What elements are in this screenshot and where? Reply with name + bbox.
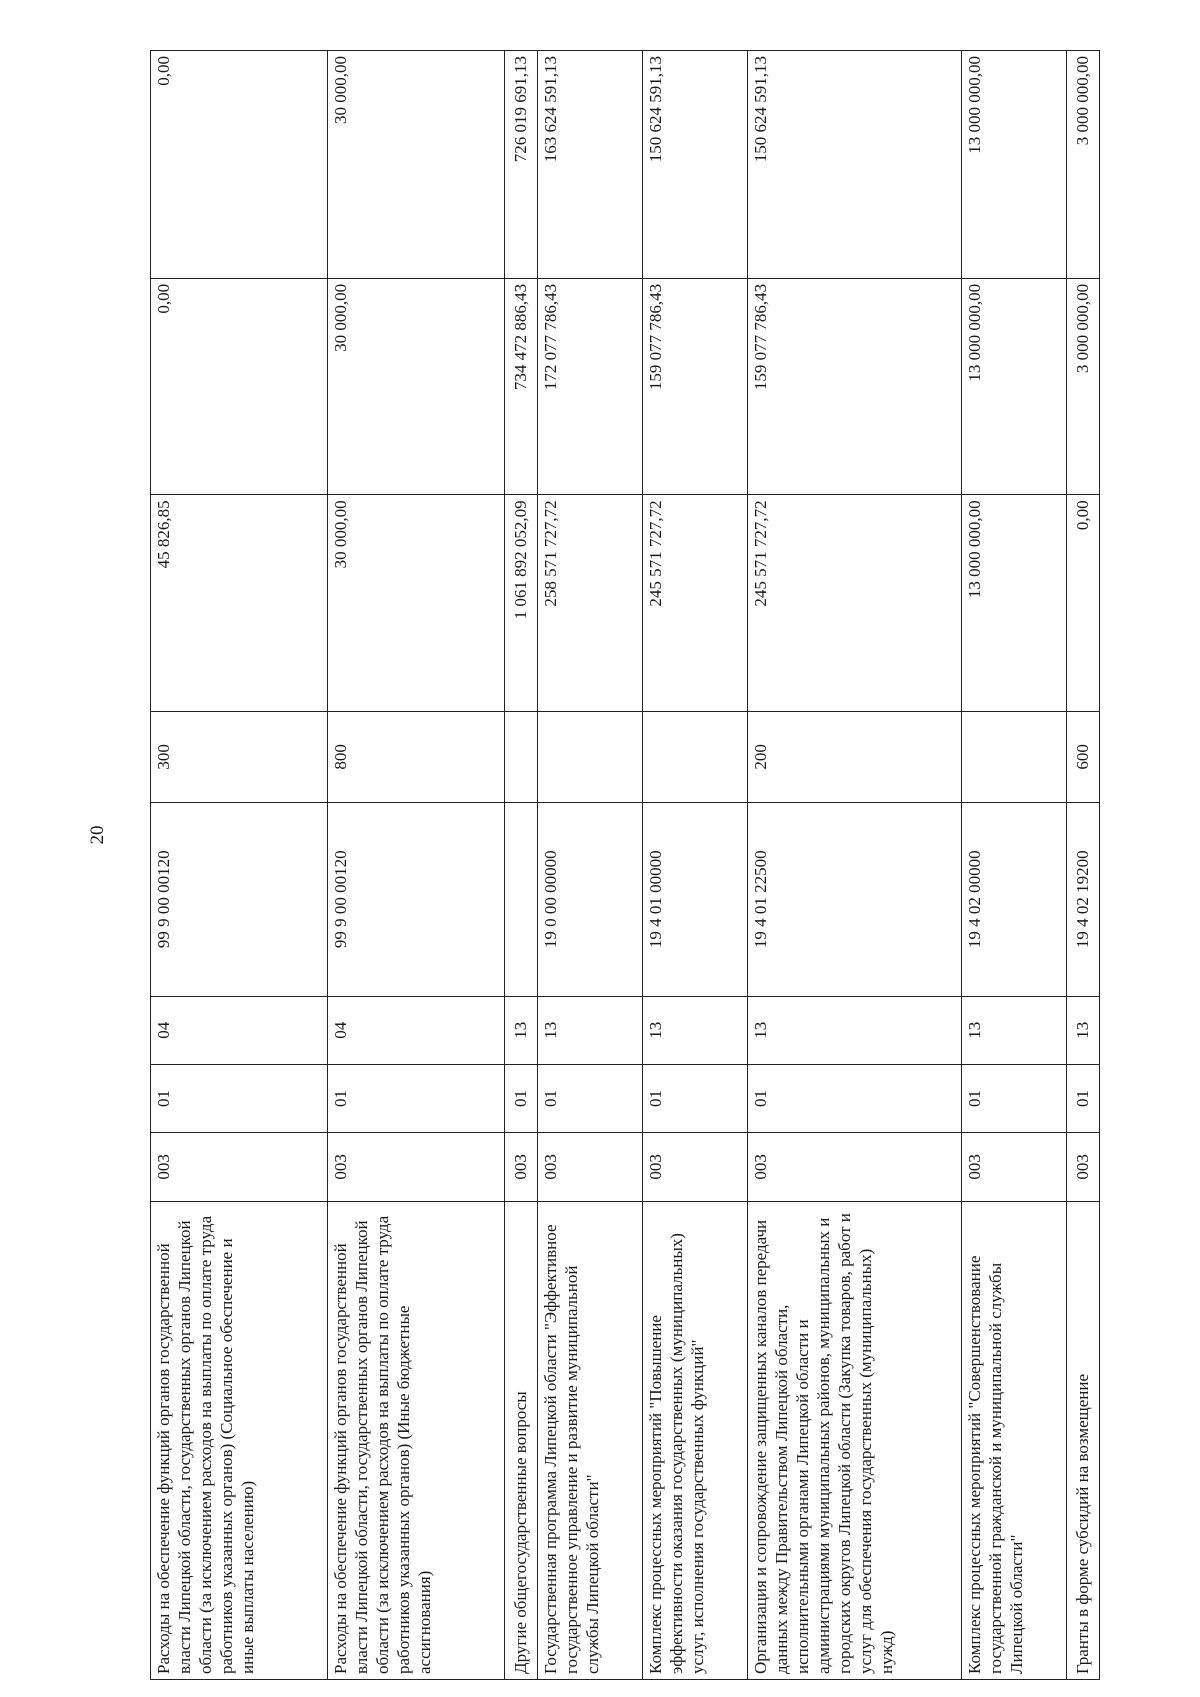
cell-amount-3: 150 624 591,13 [747,51,961,279]
cell-cs: 19 4 01 00000 [642,802,747,996]
table-row [962,51,1067,1680]
cell-amount-1: 45 826,85 [151,495,328,711]
cell-cs: 99 9 00 00120 [151,802,328,996]
cell-amount-1: 13 000 000,00 [962,495,1067,711]
cell-pr: 13 [505,996,538,1064]
cell-pr: 13 [538,996,643,1064]
cell-vr [962,711,1067,802]
cell-amount-2: 734 472 886,43 [505,278,538,494]
cell-rz: 01 [962,1064,1067,1132]
cell-amount-1: 0,00 [1067,495,1100,711]
cell-amount-1: 258 571 727,72 [538,495,643,711]
cell-vr: 600 [1067,711,1100,802]
cell-amount-1: 30 000,00 [328,495,505,711]
cell-vr: 300 [151,711,328,802]
cell-amount-2: 13 000 000,00 [962,278,1067,494]
cell-pr: 13 [962,996,1067,1064]
cell-amount-3: 150 624 591,13 [642,51,747,279]
cell-amount-3: 163 624 591,13 [538,51,643,279]
cell-gr: 003 [151,1133,328,1201]
cell-amount-3: 0,00 [151,51,328,279]
cell-cs: 19 0 00 00000 [538,802,643,996]
row-description: Расходы на обеспечение функций органов государственной власти Липецкой области, государственных органов Липецкой области (за исключением расходов на выплаты по оплате труда работников указанных органов) (Социальное обеспечение и иные выплаты населению) [151,1201,328,1679]
cell-amount-2: 159 077 786,43 [747,278,961,494]
cell-amount-3: 30 000,00 [328,51,505,279]
cell-amount-2: 30 000,00 [328,278,505,494]
cell-amount-1: 1 061 892 052,09 [505,495,538,711]
cell-cs: 19 4 02 00000 [962,802,1067,996]
cell-gr: 003 [538,1133,643,1201]
cell-gr: 003 [1067,1133,1100,1201]
row-description: Комплекс процессных мероприятий "Совершенствование государственной гражданской и муниципальной службы Липецкой области" [962,1201,1067,1679]
cell-gr: 003 [962,1133,1067,1201]
table-row [328,51,505,1680]
cell-amount-3: 726 019 691,13 [505,51,538,279]
cell-amount-3: 3 000 000,00 [1067,51,1100,279]
cell-amount-2: 159 077 786,43 [642,278,747,494]
row-description: Государственная программа Липецкой области "Эффективное государственное управление и развитие муниципальной службы Липецкой области" [538,1201,643,1679]
cell-cs: 19 4 02 19200 [1067,802,1100,996]
cell-rz: 01 [505,1064,538,1132]
table-row [538,51,643,1680]
cell-rz: 01 [328,1064,505,1132]
table-row [1067,51,1100,1680]
page-number: 20 [87,825,108,845]
rotated-page-content [150,50,1100,1680]
cell-gr: 003 [747,1133,961,1201]
row-description: Другие общегосударственные вопросы [505,1201,538,1679]
table-wrapper [150,50,1100,1680]
cell-pr: 13 [747,996,961,1064]
cell-rz: 01 [1067,1064,1100,1132]
cell-amount-3: 13 000 000,00 [962,51,1067,279]
cell-pr: 04 [151,996,328,1064]
table-row [505,51,538,1680]
cell-rz: 01 [642,1064,747,1132]
cell-cs: 99 9 00 00120 [328,802,505,996]
table-row [642,51,747,1680]
cell-vr: 800 [328,711,505,802]
cell-pr: 04 [328,996,505,1064]
cell-cs: 19 4 01 22500 [747,802,961,996]
cell-gr: 003 [505,1133,538,1201]
row-description: Расходы на обеспечение функций органов государственной власти Липецкой области, государственных органов Липецкой области (за исключением расходов на выплаты по оплате труда работников указанных органов) (Иные бюджетные ассигнования) [328,1201,505,1679]
cell-amount-2: 0,00 [151,278,328,494]
cell-pr: 13 [642,996,747,1064]
cell-amount-2: 3 000 000,00 [1067,278,1100,494]
cell-amount-1: 245 571 727,72 [747,495,961,711]
cell-gr: 003 [642,1133,747,1201]
cell-rz: 01 [747,1064,961,1132]
cell-pr: 13 [1067,996,1100,1064]
cell-vr [642,711,747,802]
cell-vr [505,711,538,802]
budget-table [150,50,1100,1680]
row-description: Организация и сопровождение защищенных каналов передачи данных между Правительством Липецкой области, исполнительными органами Липецкой области и администрациями муниципальных районов, муниципальных и городских округов Липецкой области (Закупка товаров, работ и услуг для обеспечения государственных (муниципальных) нужд) [747,1201,961,1679]
cell-rz: 01 [538,1064,643,1132]
table-row [747,51,961,1680]
cell-vr: 200 [747,711,961,802]
table-row [151,51,328,1680]
cell-cs [505,802,538,996]
cell-amount-1: 245 571 727,72 [642,495,747,711]
cell-gr: 003 [328,1133,505,1201]
cell-rz: 01 [151,1064,328,1132]
cell-vr [538,711,643,802]
row-description: Гранты в форме субсидий на возмещение [1067,1201,1100,1679]
cell-amount-2: 172 077 786,43 [538,278,643,494]
row-description: Комплекс процессных мероприятий "Повышение эффективности оказания государственных (муниципальных) услуг, исполнения государственных функций" [642,1201,747,1679]
